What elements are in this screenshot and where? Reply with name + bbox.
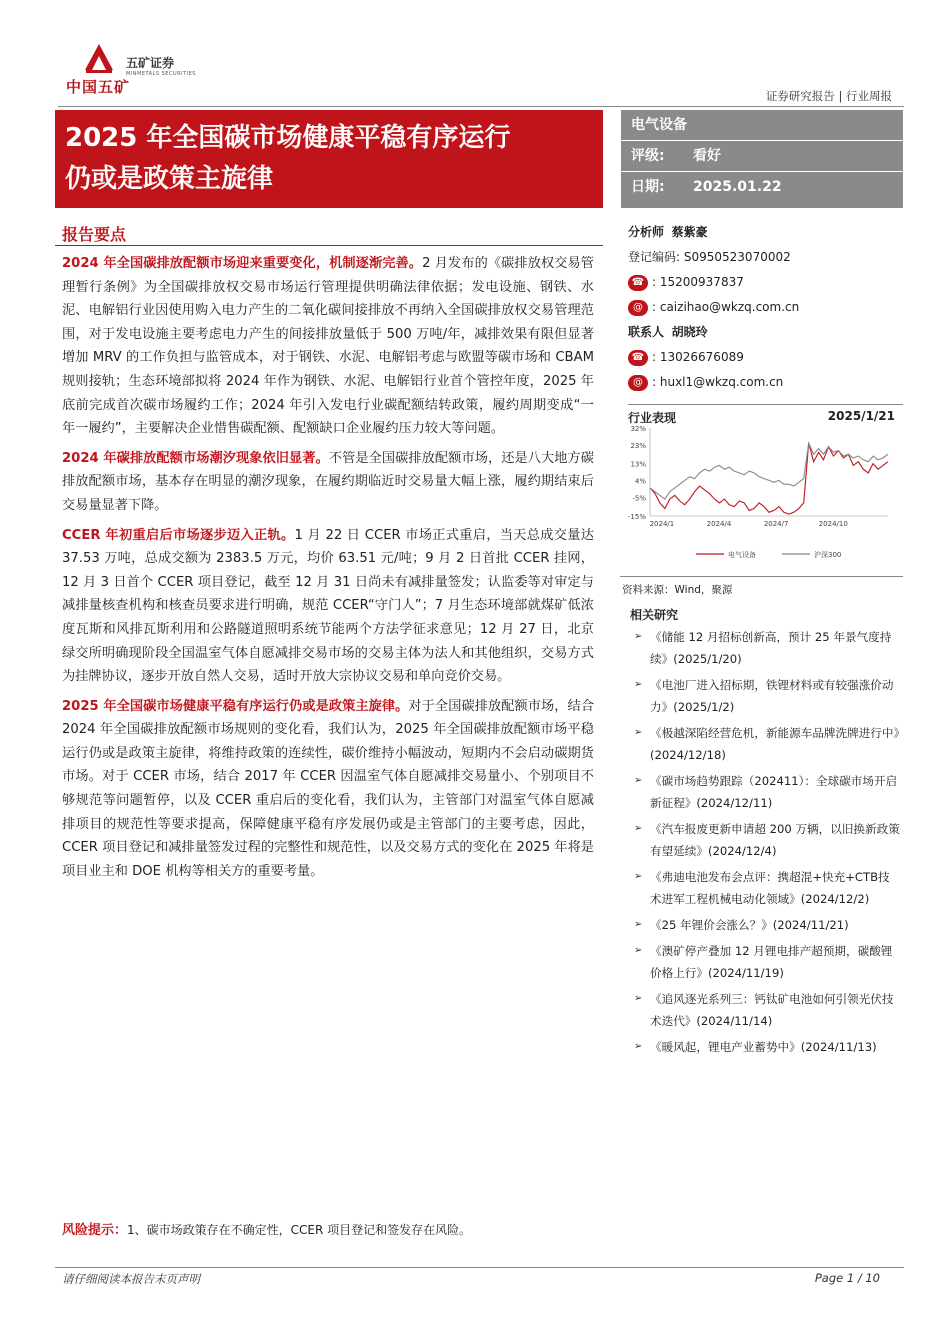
performance-chart — [626, 420, 903, 565]
legend-label: 电气设备 — [728, 551, 756, 559]
arrow-right-icon: ➢ — [634, 945, 643, 956]
related-research-item[interactable] — [634, 770, 900, 814]
email-icon: @ — [628, 300, 648, 316]
y-tick-label: -5% — [632, 494, 646, 503]
related-research-item[interactable] — [634, 818, 900, 862]
analyst-name: 蔡紫豪 — [671, 225, 708, 239]
arrow-right-icon: ➢ — [634, 1041, 643, 1052]
related-research-text: 《电池厂进入招标期，铁锂材料或有较强涨价动力》(2025/1/2) — [650, 678, 894, 714]
summary-paragraph — [62, 252, 594, 441]
logo-securities-name: 五矿证券 — [126, 56, 175, 70]
risk-text: 1、碳市场政策存在不确定性，CCER 项目登记和签发存在风险。 — [127, 1223, 472, 1237]
footer-disclaimer: 请仔细阅读本报告末页声明 — [62, 1272, 200, 1286]
analyst-email[interactable]: caizihao@wkzq.com.cn — [659, 300, 800, 314]
paragraph-text: 2 月发布的《碳排放权交易管理暂行条例》为全国碳排放权交易市场运行管理提供明确法律依据；发电设施、钢铁、水泥、电解铝行业因使用购入电力产生的二氧化碳间接排放不再纳入全国碳排放权交易管理范围，对于发电设施主要考虑电力产生的间接排放量低于 500 万吨/年，减排效果有限但显著增加 MRV 的工作负担与监管成本，对于钢铁、水泥、电解铝考虑与欧盟等碳市场和 CBAM 规则接轨；生态环境部拟将 2024 年作为钢铁、水泥、电解铝行业首个管控年度，2025 年底前完成首次碳市场履约工作；2024 年引入发电行业碳配额结转政策，履约周期变成“一年一履约”，主要解决企业惜售碳配额、配额缺口企业履约压力较大等问题。 — [62, 256, 594, 437]
data-source: 资料来源：Wind，聚源 — [622, 584, 733, 596]
summary-body — [62, 252, 594, 889]
x-tick-label: 2024/1 — [649, 520, 675, 528]
contact-email-row: @ : huxl1@wkzq.com.cn — [628, 370, 903, 395]
related-research-text: 《碳市场趋势跟踪（202411）：全球碳市场开启新征程》(2024/12/11) — [650, 774, 898, 810]
paragraph-highlight: 2024 年全国碳排放配额市场迎来重要变化，机制逐渐完善。 — [62, 256, 423, 271]
y-tick-label: -15% — [627, 513, 646, 521]
registration-row — [628, 245, 903, 270]
telephone-icon: ☎ — [628, 275, 648, 291]
related-research-item[interactable] — [634, 626, 900, 670]
header-divider — [58, 106, 904, 107]
related-research-item[interactable] — [634, 940, 900, 984]
summary-paragraph — [62, 524, 594, 689]
report-type: 证券研究报告 | 行业周报 — [765, 89, 892, 103]
related-research-item[interactable] — [634, 1036, 900, 1058]
y-tick-label: 4% — [634, 477, 646, 486]
industry-value: 电气设备 — [631, 117, 687, 133]
paragraph-text: 不管是全国碳排放配额市场，还是八大地方碳排放配额市场，基本存在明显的潮汐现象，在履约期临近时交易量大幅上涨，履约期结束后交易量显著下降。 — [62, 450, 594, 513]
x-tick-label: 2024/4 — [706, 520, 732, 528]
arrow-right-icon: ➢ — [634, 871, 643, 882]
related-research-item[interactable] — [634, 914, 900, 936]
related-research-item[interactable] — [634, 866, 900, 910]
y-tick-label: 23% — [630, 441, 646, 450]
rating-label: 评级: — [631, 148, 665, 164]
related-research-text: 《储能 12 月招标创新高，预计 25 年景气度持续》(2025/1/20) — [650, 630, 892, 666]
paragraph-text: 对于全国碳排放配额市场，结合 2024 年全国碳排放配额市场规则的变化看，我们认为，2025 年全国碳排放配额市场平稳运行仍或是政策主旋律，将维持政策的连续性，碳价维持小幅波动，短期内不会启动碳期货市场。对于 CCER 市场，结合 2017 年 CCER 因温室气体自愿减排交易量小、个别项目不够规范等问题暂停，以及 CCER 重启后的变化看，我们认为，主管部门对温室气体自愿减排项目的规范性等要求提高，保障健康平稳有序发展仍或是主管部门的主要考虑，因此，CCER 项目登记和减排量签发过程的完整性和规范性，以及交易方式的变化在 2025 年将是项目业主和 DOE 机构等相关方的重要考量。 — [62, 698, 595, 879]
contact-label: 联系人 — [628, 325, 665, 339]
related-research-title: 相关研究 — [630, 608, 679, 622]
paragraph-text: 1 月 22 日 CCER 市场正式重启，当天总成交量达 37.53 万吨，总成交额为 2383.5 万元，均价 63.51 元/吨；9 月 2 日首批 CCER 挂网，12 月 3 日首个 CCER 项目登记，截至 12 月 31 日尚未有减排量签发；认监委等对审定与减排量核查机构和核查员要求进行明确，规范 CCER“守门人”；7 月生态环境部就煤矿低浓度瓦斯和风排瓦斯利用和公路隧道照明系统节能两个方法学征求意见；12 月 27 日，北京绿交所明确现阶段全国温室气体自愿减排交易市场的交易主体为法人和其他组织，交易方式为挂牌协议，逐步开放自然人交易，适时开放大宗协议交易和单向竞价交易。 — [62, 527, 594, 685]
logo-group-name: 中国五矿 — [66, 78, 131, 96]
date-row — [621, 172, 903, 203]
related-research-item[interactable] — [634, 674, 900, 718]
report-title — [55, 110, 603, 208]
arrow-right-icon: ➢ — [634, 823, 643, 834]
series-line — [650, 443, 888, 499]
company-logo — [58, 40, 218, 95]
analyst-phone: 15200937837 — [659, 275, 744, 289]
series-line — [650, 443, 888, 514]
arrow-right-icon: ➢ — [634, 919, 643, 930]
contact-phone-row: ☎ : 13026676089 — [628, 345, 903, 370]
x-tick-label: 2024/10 — [818, 520, 848, 528]
registration-label: 登记编码: — [628, 250, 681, 264]
registration-code: S0950523070002 — [683, 250, 791, 264]
email-icon: @ — [628, 375, 648, 391]
arrow-right-icon: ➢ — [634, 775, 643, 786]
date-label: 日期: — [631, 179, 665, 195]
page-number: Page 1 / 10 — [814, 1271, 880, 1285]
contact-name: 胡晓玲 — [671, 325, 708, 339]
phone-row: ☎ : 15200937837 — [628, 270, 903, 295]
arrow-right-icon: ➢ — [634, 993, 643, 1004]
analyst-info — [628, 220, 903, 395]
summary-title: 报告要点 — [62, 225, 127, 244]
date-value: 2025.01.22 — [693, 179, 782, 195]
related-research-list — [634, 626, 900, 1062]
title-line-1: 2025 年全国碳市场健康平稳有序运行 — [65, 123, 511, 153]
related-research-text: 《暖风起，锂电产业蓄势中》(2024/11/13) — [650, 1040, 877, 1054]
arrow-right-icon: ➢ — [634, 727, 643, 738]
telephone-icon: ☎ — [628, 350, 648, 366]
source-divider — [620, 576, 903, 577]
title-line-2: 仍或是政策主旋律 — [65, 164, 274, 194]
minmetals-emblem-icon — [82, 40, 116, 74]
arrow-right-icon: ➢ — [634, 631, 643, 642]
footer-divider — [55, 1267, 904, 1268]
contact-row — [628, 320, 903, 345]
paragraph-highlight: 2025 年全国碳市场健康平稳有序运行仍或是政策主旋律。 — [62, 698, 409, 714]
analyst-label: 分析师 — [628, 225, 665, 239]
summary-paragraph — [62, 447, 594, 518]
related-research-item[interactable] — [634, 988, 900, 1032]
performance-date: 2025/1/21 — [827, 409, 895, 423]
y-tick-label: 32% — [630, 425, 646, 433]
industry-name — [621, 110, 903, 141]
summary-paragraph — [62, 695, 594, 884]
contact-phone: 13026676089 — [659, 350, 744, 364]
legend-label: 沪深300 — [814, 551, 842, 559]
email-row: @ : caizihao@wkzq.com.cn — [628, 295, 903, 320]
related-research-item[interactable] — [634, 722, 900, 766]
related-research-text: 《澳矿停产叠加 12 月锂电排产超预期，碳酸锂价格上行》(2024/11/19) — [650, 944, 893, 980]
rating-value: 看好 — [693, 148, 721, 164]
related-research-text: 《弗迪电池发布会点评：携超混+快充+CTB技术进军工程机械电动化领域》(2024/12/2) — [650, 870, 890, 906]
rating-panel — [621, 110, 903, 208]
risk-label: 风险提示： — [62, 1223, 128, 1238]
related-research-text: 《极越深陷经营危机，新能源车品牌洗牌进行中》(2024/12/18) — [650, 726, 900, 762]
related-research-text: 《汽车报废更新申请超 200 万辆，以旧换新政策有望延续》(2024/12/4) — [650, 822, 900, 858]
analyst-row — [628, 220, 903, 245]
related-research-text: 《追风逐光系列三：钙钛矿电池如何引领光伏技术迭代》(2024/11/14) — [650, 992, 894, 1028]
summary-divider — [55, 245, 603, 246]
logo-securities-en: MINMETALS SECURITIES — [126, 71, 196, 77]
paragraph-highlight: CCER 年初重启后市场逐步迈入正轨。 — [62, 527, 295, 543]
x-tick-label: 2024/7 — [763, 520, 789, 528]
y-tick-label: 13% — [630, 460, 646, 469]
paragraph-highlight: 2024 年碳排放配额市场潮汐现象依旧显著。 — [62, 450, 329, 466]
contact-email[interactable]: huxl1@wkzq.com.cn — [659, 375, 784, 389]
related-research-text: 《25 年锂价会涨么？》(2024/11/21) — [650, 918, 849, 932]
arrow-right-icon: ➢ — [634, 679, 643, 690]
performance-title: 行业表现 — [628, 411, 677, 425]
risk-warning — [62, 1219, 471, 1238]
rating-row — [621, 141, 903, 172]
performance-chart-svg — [626, 420, 903, 565]
